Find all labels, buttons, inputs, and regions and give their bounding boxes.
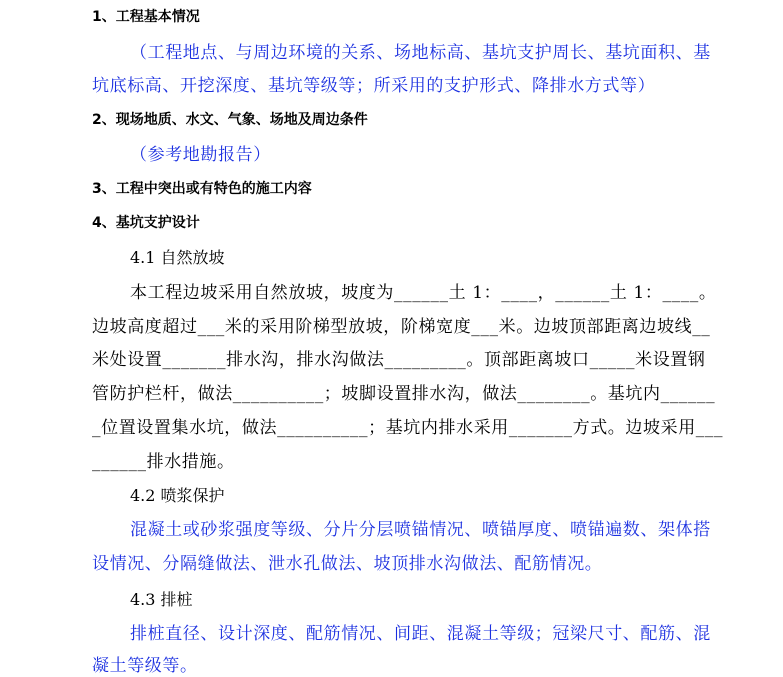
subsection-4-3-title: 4.3 排桩	[130, 590, 193, 609]
section-2-heading: 2、现场地质、水文、气象、场地及周边条件	[92, 112, 368, 128]
subsection-4-1-title: 4.1 自然放坡	[130, 248, 225, 267]
section-4-heading: 4、基坑支护设计	[92, 215, 200, 231]
paragraph-4-1-line-3: 米处设置_______排水沟，排水沟做法_________。顶部距离坡口_____米设置钢	[92, 350, 706, 370]
paragraph-4-1-line-6: ______排水措施。	[92, 452, 235, 472]
paragraph-4-1-line-1: 本工程边坡采用自然放坡，坡度为______土 1：____，______土 1：____。	[130, 283, 717, 303]
paragraph-4-1-line-2: 边坡高度超过___米的采用阶梯型放坡，阶梯宽度___米。边坡顶部距离边坡线__	[92, 317, 711, 337]
paragraph-4-3-line-1: 排桩直径、设计深度、配筋情况、间距、混凝土等级；冠梁尺寸、配筋、混	[130, 624, 711, 644]
section-1-note-line-1: （工程地点、与周边环境的关系、场地标高、基坑支护周长、基坑面积、基	[130, 43, 711, 63]
section-1-heading: 1、工程基本情况	[92, 9, 200, 25]
paragraph-4-3-line-2: 凝土等级等。	[92, 656, 198, 676]
section-1-note-line-2: 坑底标高、开挖深度、基坑等级等；所采用的支护形式、降排水方式等）	[92, 76, 656, 96]
paragraph-4-1-line-5: _位置设置集水坑，做法__________；基坑内排水采用_______方式。边坡采用___	[92, 418, 724, 438]
section-3-heading: 3、工程中突出或有特色的施工内容	[92, 181, 312, 197]
paragraph-4-1-line-4: 管防护栏杆，做法__________；坡脚设置排水沟，做法________。基坑内______	[92, 384, 716, 404]
section-2-note: （参考地勘报告）	[130, 145, 271, 165]
subsection-4-2-title: 4.2 喷浆保护	[130, 486, 225, 505]
paragraph-4-2-line-1: 混凝土或砂浆强度等级、分片分层喷锚情况、喷锚厚度、喷锚遍数、架体搭	[130, 520, 711, 540]
paragraph-4-2-line-2: 设情况、分隔缝做法、泄水孔做法、坡顶排水沟做法、配筋情况。	[92, 554, 603, 574]
